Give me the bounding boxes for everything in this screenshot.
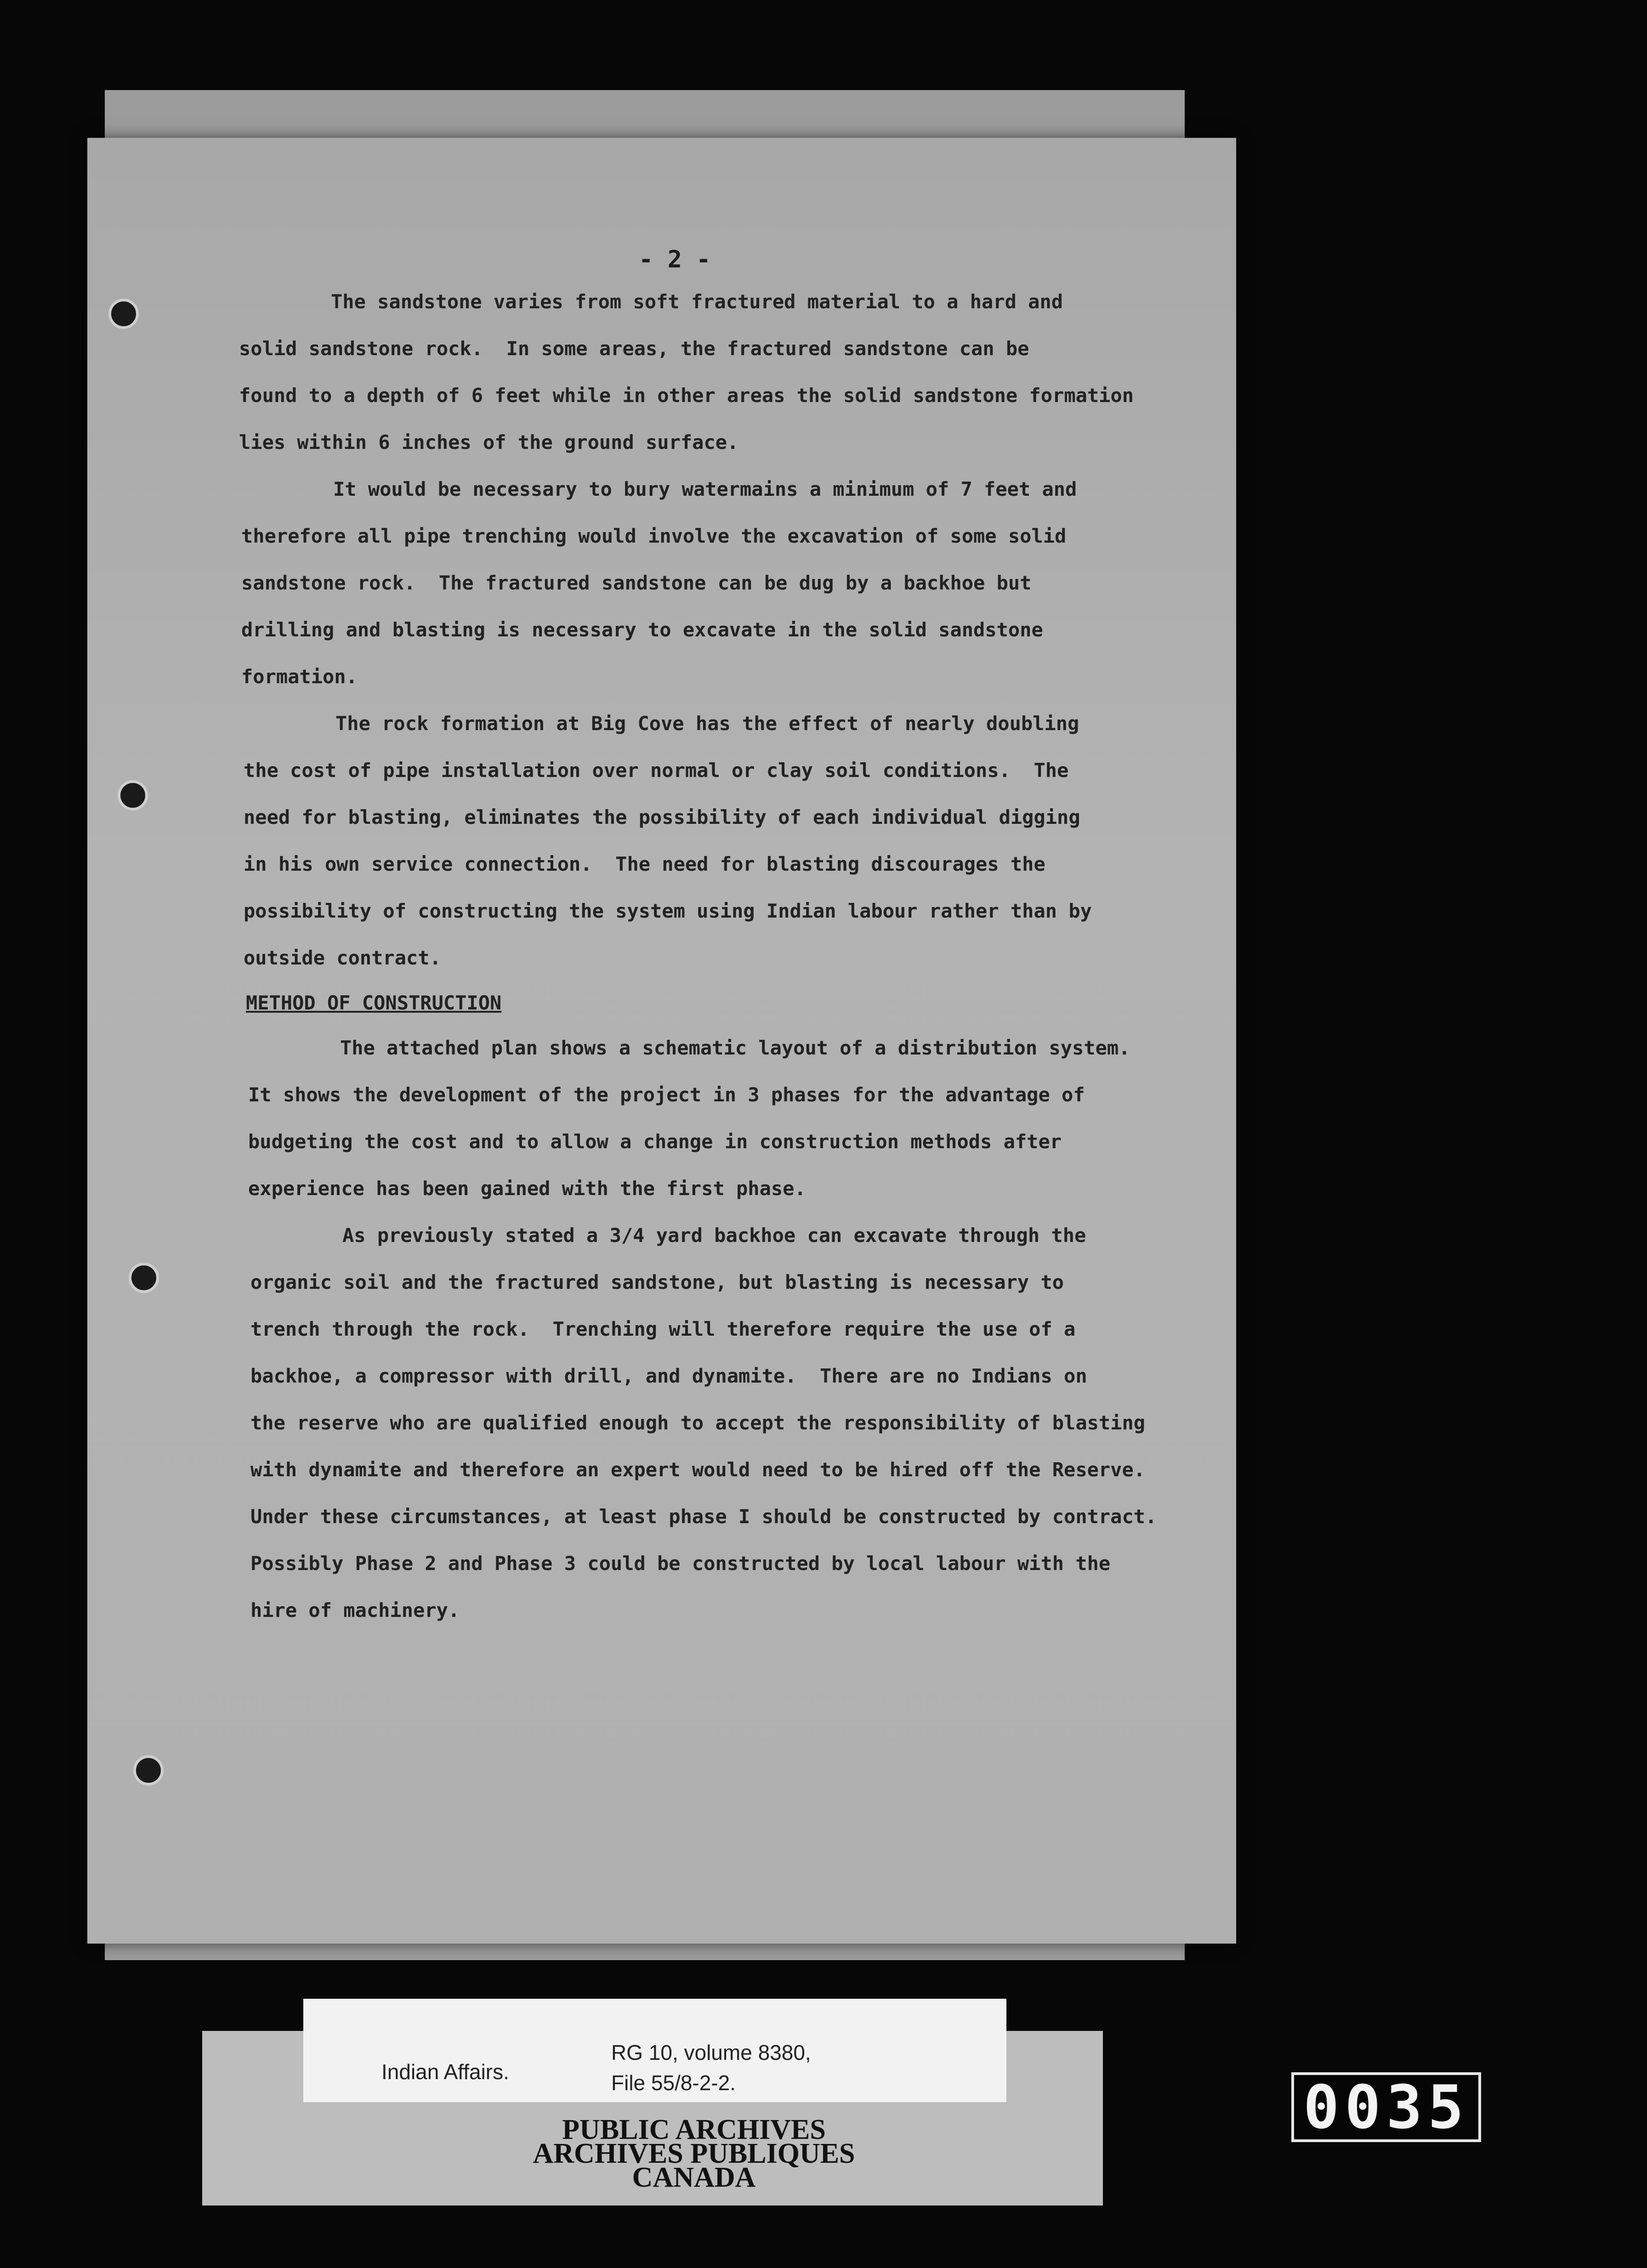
body-line: It shows the development of the project in 3 phases for the advantage of [248,1083,1085,1106]
body-line: The attached plan shows a schematic layout of a distribution system. [340,1037,1130,1059]
frame-number: 0035 [1291,2072,1481,2142]
archive-department: Indian Affairs. [381,2060,509,2084]
body-line: in his own service connection. The need for blasting discourages the [244,853,1045,875]
punch-hole [133,1755,164,1786]
punch-hole [129,1263,159,1293]
punch-hole [108,299,139,329]
body-line: trench through the rock. Trenching will therefore require the use of a [250,1318,1076,1340]
body-line: As previously stated a 3/4 yard backhoe can excavate through the [342,1224,1086,1247]
punch-hole [118,780,148,811]
body-line: the cost of pipe installation over normal or clay soil conditions. The [244,759,1069,782]
body-line: organic soil and the fractured sandstone, but blasting is necessary to [250,1271,1064,1293]
body-line: need for blasting, eliminates the possibility of each individual digging [244,806,1080,828]
archive-stamp: CANADA [632,2162,756,2193]
body-line: possibility of constructing the system using Indian labour rather than by [244,900,1092,922]
body-line: hire of machinery. [250,1599,460,1622]
body-line: The rock formation at Big Cove has the effect of nearly doubling [335,712,1079,735]
body-line: drilling and blasting is necessary to excavate in the solid sandstone [241,618,1043,641]
body-line: Under these circumstances, at least phase I should be constructed by contract. [250,1505,1157,1528]
body-line: sandstone rock. The fractured sandstone can be dug by a backhoe but [241,572,1032,594]
body-line: The sandstone varies from soft fractured material to a hard and [331,290,1063,313]
body-line: found to a depth of 6 feet while in other areas the solid sandstone formation [239,384,1134,407]
body-line: backhoe, a compressor with drill, and dynamite. There are no Indians on [250,1365,1087,1387]
archive-reference: File 55/8-2-2. [611,2071,736,2095]
page-number: - 2 - [639,246,711,273]
body-line: budgeting the cost and to allow a change in construction methods after [248,1130,1062,1153]
body-line: the reserve who are qualified enough to accept the responsibility of blasting [250,1412,1146,1434]
archive-reference: RG 10, volume 8380, [611,2041,811,2064]
archive-stamp: PUBLIC ARCHIVES [562,2114,826,2145]
body-line: formation. [241,665,358,688]
body-line: outside contract. [244,947,441,969]
body-line: It would be necessary to bury watermains a minimum of 7 feet and [333,478,1077,500]
body-line: solid sandstone rock. In some areas, the fractured sandstone can be [239,337,1029,360]
body-line: therefore all pipe trenching would involve the excavation of some solid [241,525,1067,547]
archive-stamp: ARCHIVES PUBLIQUES [533,2138,855,2169]
body-line: Possibly Phase 2 and Phase 3 could be constructed by local labour with the [250,1552,1111,1575]
body-line: with dynamite and therefore an expert would need to be hired off the Reserve. [250,1458,1146,1481]
section-heading: METHOD OF CONSTRUCTION [246,992,502,1014]
body-line: lies within 6 inches of the ground surface. [239,431,739,454]
body-line: experience has been gained with the first phase. [248,1177,806,1200]
